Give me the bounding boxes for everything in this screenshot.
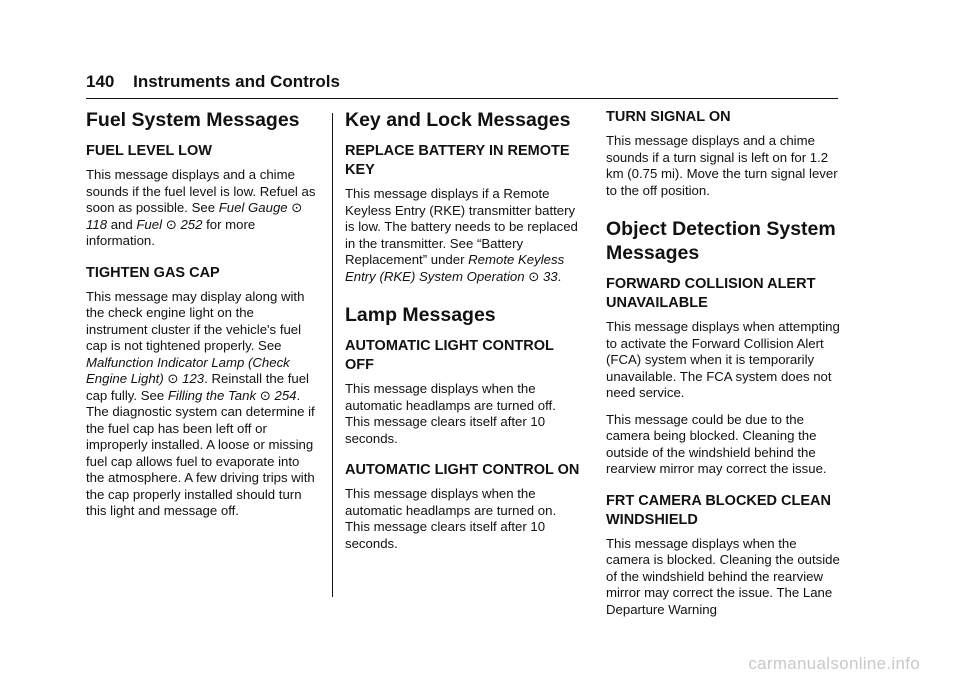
reference-icon: ⊙ <box>165 216 177 232</box>
paragraph-replace-battery: This message displays if a Remote Keyless Entry (RKE) transmitter battery is low. The battery needs to be replaced in the transmitter. See “Battery Replacement” under Remote Keyless Entry (RKE) System Operation ⊙ 33. <box>345 186 578 284</box>
column-left <box>86 108 318 530</box>
heading-object-detection-system-messages: Object Detection System Messages <box>606 218 836 264</box>
page-ref-fuel[interactable]: 252 <box>180 216 203 232</box>
reference-icon: ⊙ <box>167 371 179 386</box>
link-filling-the-tank[interactable]: Filling the Tank <box>167 387 257 403</box>
heading-fuel-system-messages: Fuel System Messages <box>86 109 300 131</box>
heading-automatic-light-control-off: AUTOMATIC LIGHT CONTROL OFF <box>345 338 554 373</box>
page-ref-fuel-gauge[interactable]: 118 <box>86 216 108 232</box>
page-header <box>86 70 838 99</box>
column-divider <box>332 113 333 597</box>
heading-tighten-gas-cap: TIGHTEN GAS CAP <box>86 264 220 281</box>
page-ref-rke[interactable]: 33 <box>542 268 558 284</box>
heading-key-and-lock-messages: Key and Lock Messages <box>345 109 571 131</box>
link-rke-system-operation[interactable]: Remote Keyless Entry (RKE) System Operation <box>345 252 565 284</box>
heading-turn-signal-on: TURN SIGNAL ON <box>606 109 731 125</box>
reference-icon: ⊙ <box>259 387 271 403</box>
link-fuel-gauge[interactable]: Fuel Gauge <box>218 200 288 215</box>
heading-lamp-messages: Lamp Messages <box>345 304 496 326</box>
column-right <box>606 108 842 628</box>
paragraph-automatic-light-control-on: This message displays when the automatic headlamps are turned on. This message clears itself after 10 seconds. <box>345 486 557 551</box>
link-malfunction-indicator-lamp[interactable]: Malfunction Indicator Lamp (Check Engine Light) <box>86 354 290 386</box>
heading-fuel-level-low: FUEL LEVEL LOW <box>86 143 212 159</box>
page-ref-filling[interactable]: 254 <box>274 387 297 403</box>
heading-automatic-light-control-on: AUTOMATIC LIGHT CONTROL ON <box>345 462 580 478</box>
page-ref-mil[interactable]: 123 <box>182 371 205 386</box>
heading-replace-battery: REPLACE BATTERY IN REMOTE KEY <box>345 143 570 178</box>
paragraph-fca-2: This message could be due to the camera being blocked. Cleaning the outside of the windshield behind the rearview mirror may correct the issue. <box>606 411 827 476</box>
link-fuel[interactable]: Fuel <box>136 216 163 232</box>
section-title: Instruments and Controls <box>133 72 340 91</box>
paragraph-automatic-light-control-off: This message displays when the automatic headlamps are turned off. This message clears itself after 10 seconds. <box>345 381 556 446</box>
paragraph-fca-1: This message displays when attempting to activate the Forward Collision Alert (FCA) system when it is temporarily unavailable. The FCA system does not need service. <box>606 319 840 400</box>
paragraph-turn-signal-on: This message displays and a chime sounds if a turn signal is left on for 1.2 km (0.75 mi). Move the turn signal lever to the off position. <box>606 133 838 198</box>
column-middle <box>345 108 583 562</box>
heading-forward-collision-alert-unavailable: FORWARD COLLISION ALERT UNAVAILABLE <box>606 276 816 311</box>
page-number: 140 <box>86 72 115 91</box>
heading-frt-camera-blocked: FRT CAMERA BLOCKED CLEAN WINDSHIELD <box>606 492 832 528</box>
paragraph-frt-camera-blocked: This message displays when the camera is blocked. Cleaning the outside of the windshield behind the rearview mirror may correct the issue. The Lane Departure Warning <box>606 535 840 617</box>
reference-icon: ⊙ <box>528 268 540 284</box>
reference-icon: ⊙ <box>291 200 303 215</box>
watermark: carmanualsonline.info <box>748 654 920 673</box>
paragraph-tighten-gas-cap: This message may display along with the check engine light on the instrument cluster if the vehicle's fuel cap is not tightened properly. See Malfunction Indicator Lamp (Check Engine Light) ⊙ 123. Reinstall the fuel cap fully. See Filling the Tank ⊙ 254. The diagnostic system can determine if the fuel cap has been left off or improperly installed. A loose or missing fuel cap allows fuel to evaporate into the atmosphere. A few driving trips with the cap properly installed should turn this light and message off. <box>86 288 315 518</box>
paragraph-fuel-level-low: This message displays and a chime sounds if the fuel level is low. Refuel as soon as possible. See Fuel Gauge ⊙ 118 and Fuel ⊙ 252 for more information. <box>86 167 316 248</box>
